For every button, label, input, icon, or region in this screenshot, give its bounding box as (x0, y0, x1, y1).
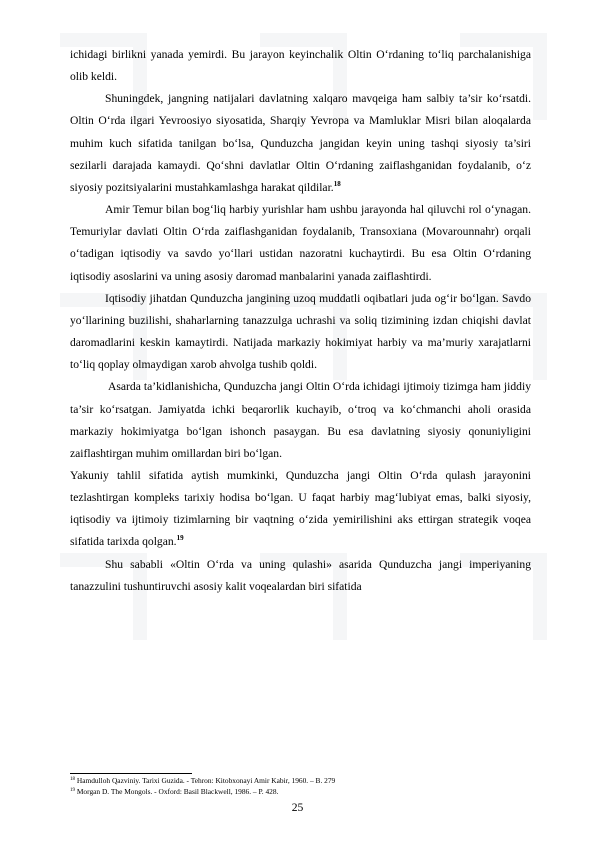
footnote-text: Hamdulloh Qazviniy. Tarixi Guzida. - Tehron: Kitobxonayi Amir Kabir, 1960. – B. 279 (76, 776, 336, 785)
paragraph-text: ichidagi birlikni yanada yemirdi. Bu jarayon keyinchalik Oltin O‘rdaning to‘liq parchalanishiga olib keldi. (70, 48, 531, 84)
paragraph-text: Shu sababli «Oltin O‘rda va uning qulashi» asarida Qunduzcha jangi imperiyaning tanazzulini tushuntiruvchi asosiy kalit voqealardan biri sifatida (70, 557, 531, 593)
footnote-ref[interactable]: 19 (176, 534, 184, 543)
footnote-text: Morgan D. The Mongols. - Oxford: Basil Blackwell, 1986. – P. 428. (76, 786, 279, 796)
footnote-ref[interactable]: 18 (333, 179, 341, 188)
footnote-number: 19 (70, 787, 75, 793)
paragraph-text: Amir Temur bilan bog‘liq harbiy yurishlar ham ushbu jarayonda hal qiluvchi rol o‘ynagan. Temuriylar davlati Oltin O‘rda zaiflashganidan foydalanib, Transoxiana (Movarounnahr) orqali o‘tadigan iqtisodiy va savdo yo‘llari ustidan nazoratni kuchaytirdi. Bu esa Oltin O‘rdaning iqtisodiy asoslarini va uning asosiy daromad manbalarini yanada zaiflashtirdi. (70, 203, 531, 283)
paragraph (70, 88, 531, 199)
footnote-divider (70, 773, 192, 774)
footnote (70, 787, 531, 798)
paragraph-text: Asarda ta’kidlanishicha, Qunduzcha jangi Oltin O‘rda ichidagi ijtimoiy tizimga ham jiddiy ta’sir ko‘rsatgan. Jamiyatda ichki beqarorlik kuchayib, o‘troq va ko‘chmanchi aholi orasida markaziy hokimiyatga bo‘lgan ishonch pasaygan. Bu esa davlatning siyosiy qonuniyligini zaiflashtirgan muhim omillardan biri bo‘lgan. (70, 380, 531, 460)
paragraph (70, 44, 531, 88)
paragraph (70, 376, 531, 465)
paragraph-text: Shuningdek, jangning natijalari davlatning xalqaro mavqeiga ham salbiy ta’sir ko‘rsatdi. Oltin O‘rda ilgari Yevroosiyo siyosatida, Sharqiy Yevropa va Mamluklar Misri bilan aloqalarda muhim kuch sifatida tanilgan bo‘lsa, Qunduzcha jangidan keyin uning tashqi siyosiy ta’siri sezilarli darajada kamaydi. Qo‘shni davlatlar Oltin O‘rdaning zaiflashganidan foydalanib, o‘z siyosiy pozitsiyalarini mustahkamlashga harakat qildilar. (70, 92, 531, 194)
body-text (70, 44, 531, 598)
paragraph-text: Iqtisodiy jihatdan Qunduzcha jangining uzoq muddatli oqibatlari juda og‘ir bo‘lgan. Savdo yo‘llarining buzilishi, shaharlarning tanazzulga uchrashi va soliq tizimining izdan chiqishi davlat daromadlarini keskin kamaytirdi. Natijada markaziy hokimiyat harbiy va ma’muriy xarajatlarni to‘liq qoplay olmaydigan xarob ahvolga tushib qoldi. (70, 291, 531, 372)
paragraph (70, 554, 531, 598)
footnote (70, 776, 531, 787)
footnotes (70, 776, 531, 797)
paragraph (70, 288, 531, 377)
footnote-number: 18 (70, 777, 75, 782)
paragraph-text: Yakuniy tahlil sifatida aytish mumkinki, Qunduzcha jangi Oltin O‘rda qulash jarayonini tezlashtirgan kompleks tarixiy hodisa bo‘lgan. U faqat harbiy mag‘lubiyat emas, balki siyosiy, iqtisodiy va ijtimoiy tizimlarning bir vaqtning o‘zida yemirilishini aks ettirgan strategik voqea sifatida tarixda qolgan. (70, 468, 531, 549)
paragraph (70, 199, 531, 288)
page-number: 25 (291, 801, 304, 814)
paragraph (70, 465, 531, 554)
